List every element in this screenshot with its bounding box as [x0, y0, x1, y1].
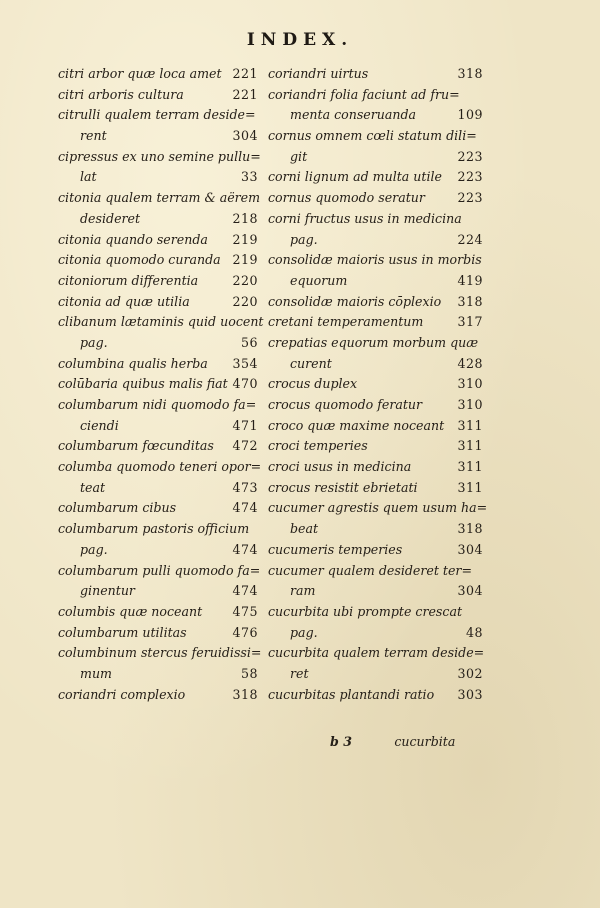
index-entry: [268, 230, 483, 251]
index-entry: [268, 664, 483, 685]
index-entry: [58, 374, 258, 395]
entry-text: crepatias equorum morbum quæ: [268, 334, 479, 350]
entry-text: ciendi: [80, 417, 119, 433]
index-entry: [268, 478, 483, 499]
entry-page-number: 304: [232, 128, 258, 144]
index-entry: [268, 374, 483, 395]
entry-text: ram: [290, 583, 316, 599]
entry-text: cucurbitas plantandi ratio: [268, 686, 435, 702]
index-entry: [58, 581, 258, 602]
entry-page-number: 220: [232, 293, 258, 309]
entry-text: columbarum fœcunditas: [58, 438, 214, 454]
entry-page-number: 474: [232, 500, 258, 516]
index-entry: [268, 685, 483, 706]
entry-text: pag.: [80, 334, 108, 350]
index-entry: [58, 395, 258, 416]
entry-page-number: 48: [465, 624, 483, 640]
index-entry: [268, 333, 483, 354]
index-entry: [58, 167, 258, 188]
index-entry: [268, 167, 483, 188]
entry-text: equorum: [290, 272, 348, 288]
entry-text: corni lignum ad multa utile: [268, 169, 442, 185]
index-entry: [58, 685, 258, 706]
entry-text: consolidæ maioris cōplexio: [268, 293, 442, 309]
entry-text: git: [290, 148, 308, 164]
index-entry: [268, 436, 483, 457]
entry-text: cucurbita qualem terram deside=: [268, 645, 485, 661]
entry-page-number: 473: [232, 479, 258, 495]
index-entry: [268, 395, 483, 416]
index-entry: [268, 643, 483, 664]
index-column-left: [58, 64, 264, 705]
entry-page-number: 472: [232, 438, 258, 454]
index-entry: [58, 85, 258, 106]
index-entry: [58, 188, 261, 209]
entry-text: columba quomodo teneri opor=: [58, 459, 262, 475]
entry-text: mum: [80, 665, 112, 681]
entry-page-number: 304: [457, 583, 483, 599]
signature-mark: b 3: [330, 734, 352, 749]
index-entry: [268, 416, 483, 437]
index-entry: [268, 147, 483, 168]
entry-page-number: 428: [457, 355, 483, 371]
entry-text: crocus duplex: [268, 376, 358, 392]
index-entry: [268, 561, 483, 582]
entry-page-number: 220: [232, 272, 258, 288]
entry-text: columbarum pastoris officium: [58, 521, 250, 537]
entry-page-number: 311: [457, 417, 483, 433]
entry-text: cipressus ex uno semine pullu=: [58, 148, 261, 164]
index-entry: [58, 664, 258, 685]
entry-text: consolidæ maioris usus in morbis: [268, 252, 482, 268]
index-entry: [58, 561, 261, 582]
entry-text: citoniorum differentia: [58, 272, 199, 288]
entry-text: cucumer agrestis quem usum ha=: [268, 500, 488, 516]
index-entry: [58, 457, 262, 478]
index-entry: [268, 292, 483, 313]
entry-page-number: 471: [232, 417, 258, 433]
entry-page-number: 318: [457, 293, 483, 309]
entry-text: croci temperies: [268, 438, 368, 454]
entry-text: columbina qualis herba: [58, 355, 208, 371]
index-entry: [58, 333, 258, 354]
index-entry: [268, 105, 483, 126]
entry-page-number: 318: [232, 686, 258, 702]
entry-text: cucumeris temperies: [268, 541, 403, 557]
entry-text: citonia ad quæ utilia: [58, 293, 190, 309]
entry-text: citrulli qualem terram deside=: [58, 107, 256, 123]
entry-text: columbarum utilitas: [58, 624, 187, 640]
index-entry: [58, 64, 258, 85]
entry-text: corni fructus usus in medicina: [268, 210, 462, 226]
index-entry: [58, 230, 258, 251]
entry-text: columbarum nidi quomodo fa=: [58, 397, 257, 412]
entry-text: pag.: [290, 231, 318, 247]
entry-page-number: 223: [457, 148, 483, 164]
entry-page-number: 219: [232, 231, 258, 247]
index-entry: [58, 105, 258, 126]
index-entry: [268, 354, 483, 375]
index-entry: [58, 602, 258, 623]
index-entry: [58, 436, 258, 457]
entry-page-number: 310: [457, 376, 483, 392]
page-heading: INDEX.: [246, 30, 354, 50]
entry-page-number: 302: [457, 665, 483, 681]
entry-text: cucumer qualem desideret ter=: [268, 562, 472, 578]
entry-page-number: 470: [232, 376, 258, 392]
entry-text: desideret: [80, 210, 141, 226]
index-entry: [268, 581, 483, 602]
entry-text: citonia qualem terram & aërem: [58, 190, 261, 206]
index-entry: [58, 623, 258, 644]
entry-page-number: 218: [232, 210, 258, 226]
index-entry: [58, 643, 262, 664]
catchword: cucurbita: [394, 734, 456, 749]
entry-page-number: 221: [232, 86, 258, 102]
entry-text: columbis quæ noceant: [58, 603, 203, 619]
entry-text: columbinum stercus feruidissi=: [58, 645, 262, 661]
entry-text: croci usus in medicina: [268, 459, 412, 475]
index-entry: [268, 602, 483, 623]
entry-text: citonia quando serenda: [58, 231, 208, 247]
entry-page-number: 221: [232, 66, 258, 81]
entry-text: curent: [290, 355, 332, 371]
entry-text: cretani temperamentum: [268, 314, 424, 330]
entry-text: crocus resistit ebrietati: [268, 479, 418, 495]
index-entry: [58, 250, 258, 271]
index-entry: [58, 209, 258, 230]
entry-text: pag.: [80, 541, 108, 557]
page-footer: [330, 734, 455, 749]
entry-text: pag.: [290, 624, 318, 640]
entry-text: beat: [290, 521, 319, 537]
entry-text: citri arboris cultura: [58, 86, 184, 102]
index-entry: [268, 126, 483, 147]
index-entry: [268, 209, 483, 230]
index-entry: [268, 250, 483, 271]
index-entry: [58, 519, 258, 540]
entry-text: crocus quomodo feratur: [268, 397, 423, 412]
entry-text: cucurbita ubi prompte crescat: [268, 603, 463, 619]
index-entry: [268, 85, 483, 106]
index-entry: [268, 540, 483, 561]
entry-page-number: 219: [232, 252, 258, 268]
index-entry: [268, 188, 483, 209]
index-entry: [268, 623, 483, 644]
entry-page-number: 419: [457, 272, 483, 288]
entry-page-number: 474: [232, 541, 258, 557]
entry-page-number: 318: [457, 521, 483, 537]
entry-text: coriandri uirtus: [268, 66, 369, 81]
entry-page-number: 476: [232, 624, 258, 640]
entry-text: citri arbor quæ loca amet: [58, 66, 222, 81]
entry-page-number: 224: [457, 231, 483, 247]
entry-page-number: 303: [457, 686, 483, 702]
entry-page-number: 311: [457, 479, 483, 495]
entry-text: colūbaria quibus malis fiat: [58, 376, 228, 392]
index-entry: [58, 126, 258, 147]
entry-text: coriandri complexio: [58, 686, 186, 702]
index-entry: [58, 540, 258, 561]
entry-page-number: 310: [457, 397, 483, 412]
entry-page-number: 475: [232, 603, 258, 619]
index-entry: [58, 478, 258, 499]
entry-text: clibanum lætaminis quid uocent: [58, 314, 264, 330]
entry-text: croco quæ maxime noceant: [268, 417, 445, 433]
entry-page-number: 33: [240, 169, 258, 185]
entry-page-number: 474: [232, 583, 258, 599]
entry-text: cornus quomodo seratur: [268, 190, 425, 206]
index-entry: [58, 292, 258, 313]
entry-page-number: 311: [457, 459, 483, 475]
entry-page-number: 56: [240, 334, 258, 350]
entry-text: columbarum pulli quomodo fa=: [58, 562, 261, 578]
entry-page-number: 317: [457, 314, 483, 330]
index-entry: [268, 519, 483, 540]
entry-page-number: 354: [232, 355, 258, 371]
entry-text: cornus omnem cœli statum dili=: [268, 128, 477, 144]
entry-text: ret: [290, 665, 309, 681]
index-entry: [58, 498, 258, 519]
entry-page-number: 311: [457, 438, 483, 454]
index-entry: [268, 457, 483, 478]
index-entry: [58, 147, 261, 168]
entry-text: lat: [80, 169, 97, 185]
entry-text: rent: [80, 128, 107, 144]
index-entry: [268, 312, 483, 333]
index-entry: [58, 312, 264, 333]
index-entry: [58, 271, 258, 292]
entry-text: coriandri folia faciunt ad fru=: [268, 86, 460, 102]
entry-text: teat: [80, 479, 106, 495]
entry-page-number: 58: [240, 665, 258, 681]
entry-text: citonia quomodo curanda: [58, 252, 221, 268]
index-entry: [58, 354, 258, 375]
index-column-right: [268, 64, 488, 705]
entry-page-number: 223: [457, 169, 483, 185]
entry-text: menta conseruanda: [290, 107, 417, 123]
entry-page-number: 318: [457, 66, 483, 81]
entry-text: columbarum cibus: [58, 500, 177, 516]
entry-text: ginentur: [80, 583, 135, 599]
index-entry: [268, 271, 483, 292]
entry-page-number: 223: [457, 190, 483, 206]
entry-page-number: 109: [457, 107, 483, 123]
index-entry: [268, 64, 483, 85]
index-entry: [58, 416, 258, 437]
entry-page-number: 304: [457, 541, 483, 557]
index-entry: [268, 498, 488, 519]
